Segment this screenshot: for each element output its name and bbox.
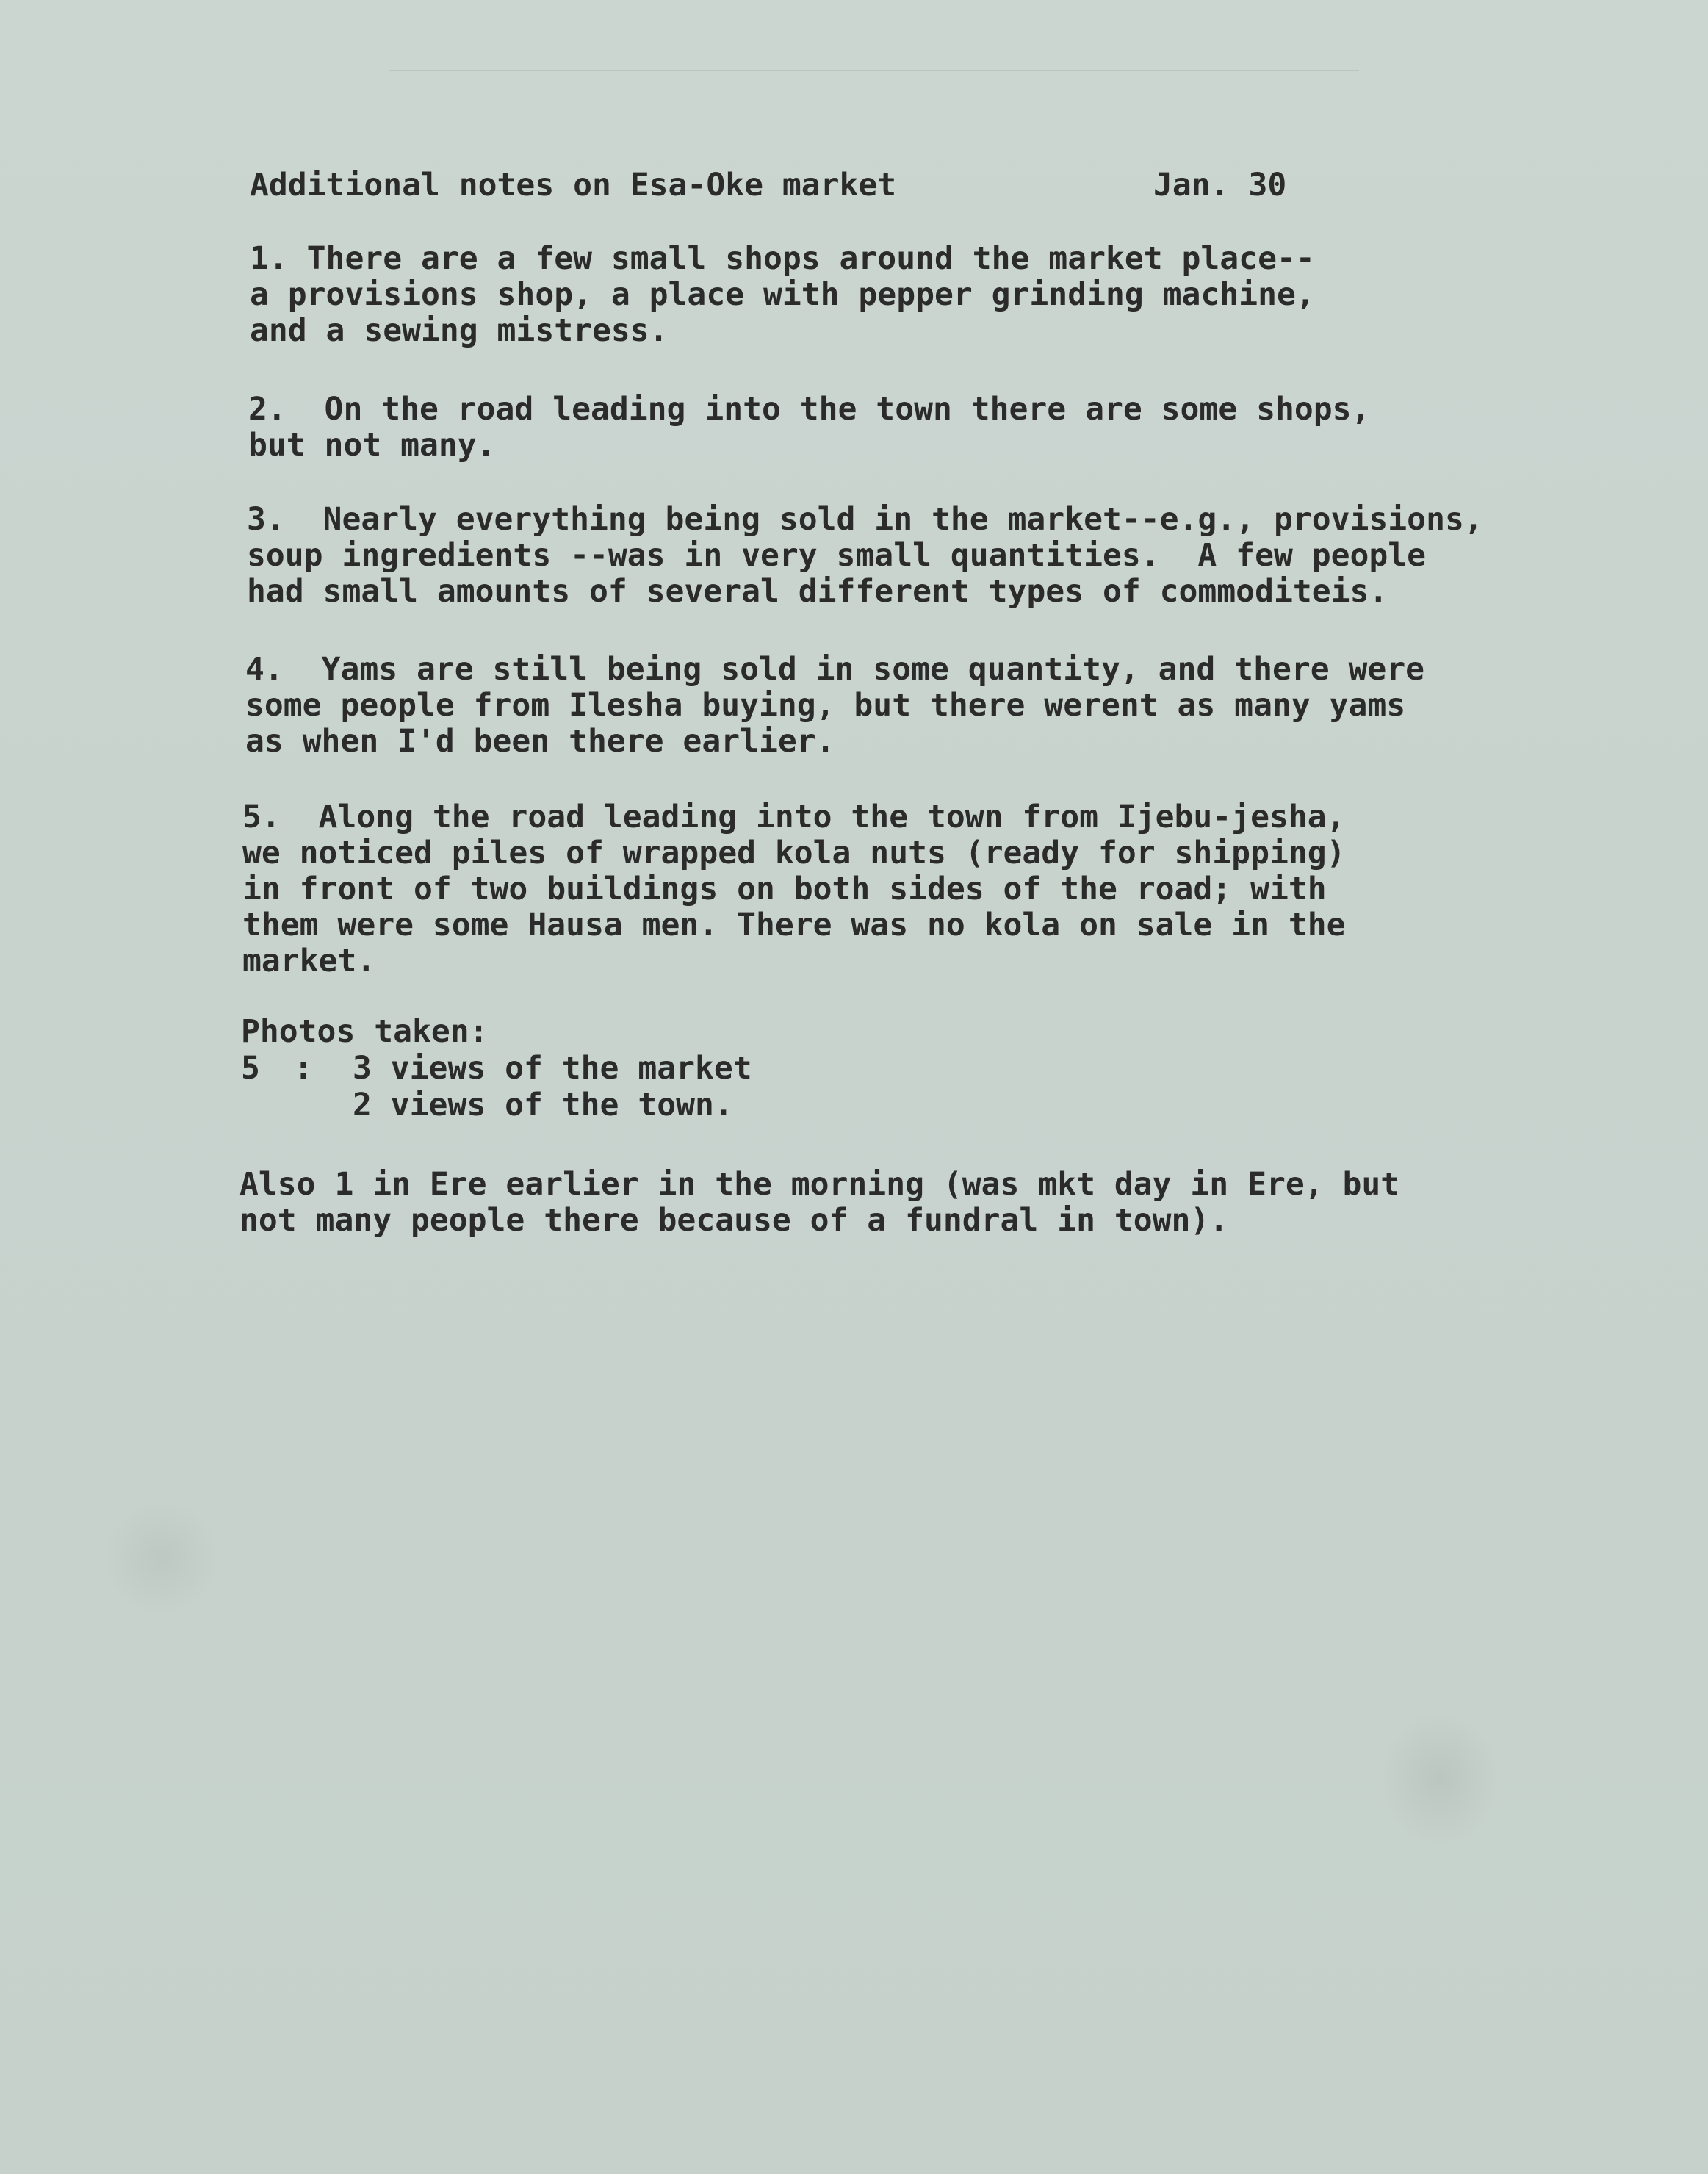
photos-item: 2 views of the town. (353, 1087, 733, 1123)
note-5: 5. Along the road leading into the town from Ijebu-jesha, we noticed piles of wrapped kola nuts (ready for shipping) in front of two buildings on both sides of the road; with them were some Hausa men. There was no kola on sale in the market. (242, 799, 1346, 979)
photos-item: 3 views of the market (353, 1050, 752, 1087)
photos-heading: Photos taken: (241, 1013, 489, 1050)
photos-separator: : (294, 1050, 313, 1087)
top-crease (389, 70, 1359, 71)
photos-count: 5 (241, 1050, 260, 1087)
also-note: Also 1 in Ere earlier in the morning (was mkt day in Ere, but not many people there because of a fundral in town). (239, 1166, 1400, 1239)
paper-smudge (1381, 1712, 1499, 1844)
note-2: 2. On the road leading into the town there are some shops, but not many. (248, 391, 1371, 464)
note-1: 1. There are a few small shops around the market place-- a provisions shop, a place with pepper grinding machine, and a sewing mistress. (250, 240, 1315, 349)
date-label: Jan. 30 (1153, 167, 1287, 204)
page-title: Additional notes on Esa-Oke market (250, 167, 897, 204)
note-4: 4. Yams are still being sold in some quantity, and there were some people from Ilesha buying, but there werent as many yams as when I'd been there earlier. (245, 651, 1425, 760)
paper-smudge (103, 1499, 220, 1616)
note-3: 3. Nearly everything being sold in the market--e.g., provisions, soup ingredients --was in very small quantities. A few people had small amounts of several different types of commoditeis. (247, 501, 1483, 610)
